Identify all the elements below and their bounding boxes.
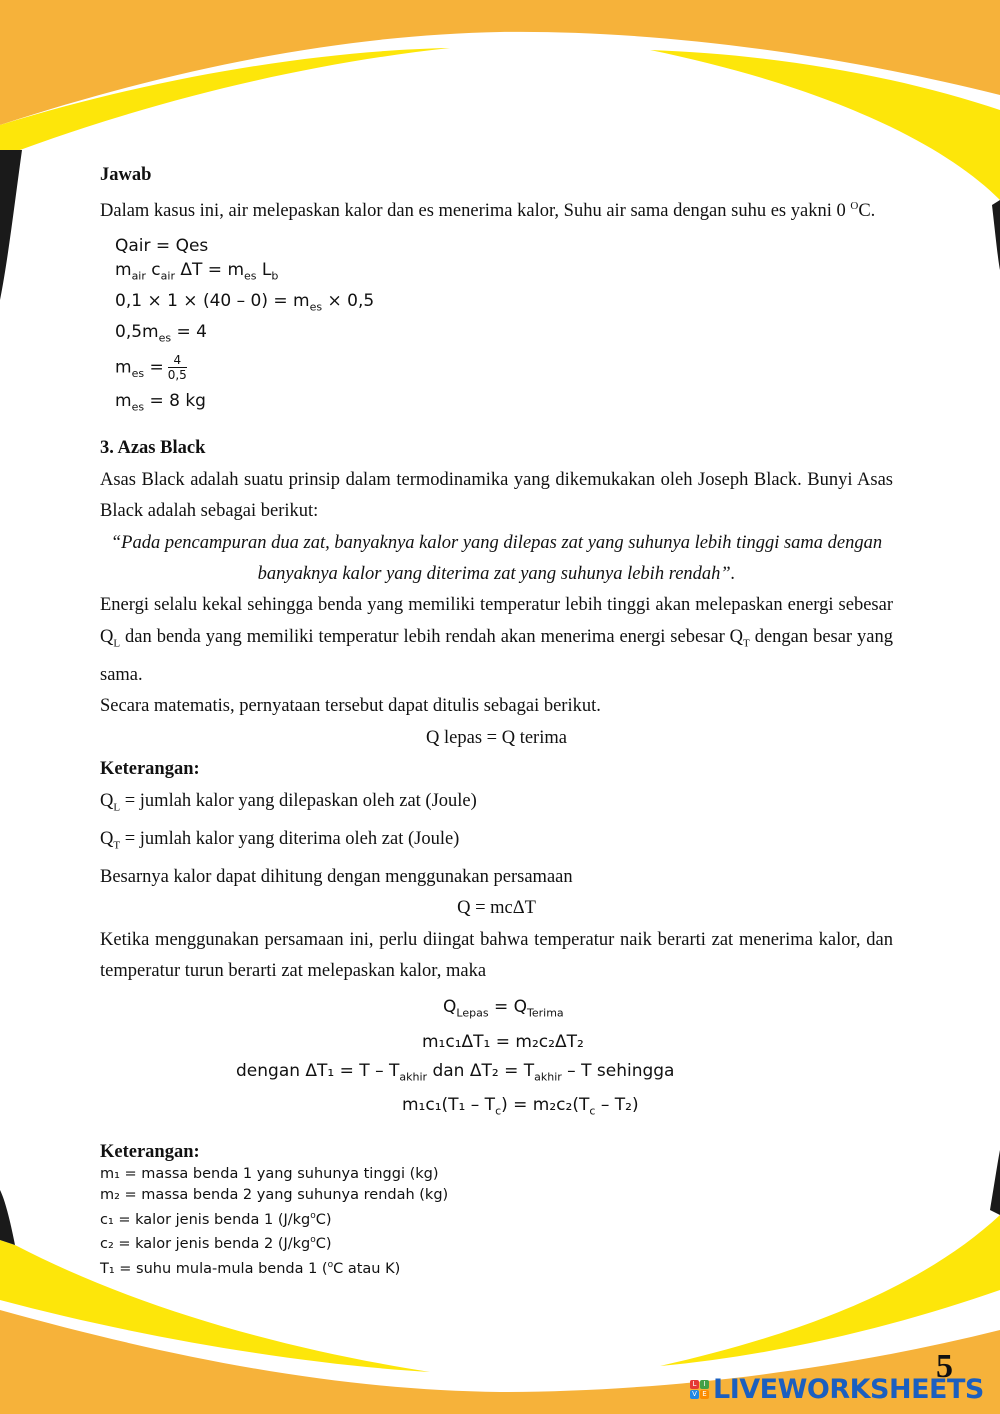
calc-line-4: $0,5m_{es} = 4$	[115, 322, 207, 345]
ql-definition: $Q_L$ = jumlah kalor yang dilepaskan oleh zat (Joule)	[100, 790, 477, 814]
heat-intro: Besarnya kalor dapat dihitung dengan menggunakan persamaan	[100, 866, 573, 887]
keterangan-heading-1: Keterangan:	[100, 759, 200, 780]
energy-paragraph: Energi selalu kekal sehingga benda yang memiliki temperatur lebih tinggi akan melepaskan energi sebesar $Q_L$ dan benda yang memiliki temperatur lebih rendah akan menerima energi sebesar $Q_T$ dengan besar yang sama.	[100, 595, 893, 685]
calc-line-5: $m_{es}$ = $\frac{4}{0,5}$	[115, 353, 187, 383]
section-heading: 3. Azas Black	[100, 438, 206, 459]
legend-t1: T₁ = suhu mula-mula benda 1 ($^o$C atau K)	[100, 1260, 401, 1278]
page-content	[100, 160, 893, 1280]
formula-block	[100, 993, 893, 1125]
equation-q-mc-dt: Q = mcΔT	[457, 898, 536, 919]
legend-c2: c₂ = kalor jenis benda 2 $(J/kg^oC)$	[100, 1235, 332, 1253]
formula-m1c1: m₁c₁ΔT₁ = m₂c₂ΔT₂	[422, 1031, 584, 1052]
answer-text: Dalam kasus ini, air melepaskan kalor dan es menerima kalor, Suhu air sama dengan suhu es yakni 0 $^O$C.	[100, 200, 876, 222]
legend-m1: m₁ = massa benda 1 yang suhunya tinggi (kg)	[100, 1165, 439, 1182]
formula-final: $m_1c_1(T_1 - T_c) = m_2c_2(T_c - T_2)$	[402, 1095, 639, 1118]
logo-text: LIVEWORKSHEETS	[713, 1374, 984, 1405]
legend-m2: m₂ = massa benda 2 yang suhunya rendah (kg)	[100, 1186, 449, 1203]
calc-line-1: Qair = Qes	[115, 235, 209, 256]
legend-c1: c₁ = kalor jenis benda 1 $(J/kg^oC)$	[100, 1210, 332, 1228]
math-intro: Secara matematis, pernyataan tersebut dapat ditulis sebagai berikut.	[100, 696, 601, 717]
calc-line-6: $m_{es} = 8$ kg	[115, 390, 206, 413]
logo-icon: L I V E	[690, 1380, 709, 1399]
qt-definition: $Q_T$ = jumlah kalor yang diterima oleh zat (Joule)	[100, 828, 460, 852]
calc-line-2: $m_{air}$ $c_{air}$ $\Delta T = m_{es}$ $L_b$	[115, 260, 279, 283]
page-number: 5	[936, 1348, 953, 1385]
calc-line-3: $0,1 \times 1 \times (40 - 0) = m_{es} \times 0,5$	[115, 291, 375, 314]
section-intro: Asas Black adalah suatu prinsip dalam termodinamika yang dikemukakan oleh Joseph Black. Bunyi Asas Black adalah sebagai berikut:	[100, 469, 893, 522]
formula-delta-t: dengan $\Delta T_1 = T - T_{akhir}$ dan $\Delta T_2 = T_{akhir} - T$ sehingga	[236, 1060, 675, 1084]
legend-list	[100, 1164, 893, 1280]
equation-q-lepas: Q lepas = Q terima	[426, 727, 567, 748]
answer-heading: Jawab	[100, 165, 152, 185]
usage-paragraph: Ketika menggunakan persamaan ini, perlu diingat bahwa temperatur naik berarti zat menerima kalor, dan temperatur turun berarti zat melepaskan kalor, maka	[100, 929, 893, 981]
liveworksheets-logo[interactable]	[690, 1374, 984, 1405]
fraction: $\frac{4}{0,5}$	[167, 353, 187, 383]
calculation-block	[115, 234, 893, 419]
keterangan-heading-2: Keterangan:	[100, 1141, 200, 1162]
formula-q-lepas-terima: $Q_{Lepas} = Q_{Terima}$	[443, 997, 564, 1020]
asas-black-quote: “Pada pencampuran dua zat, banyaknya kalor yang dilepas zat yang suhunya lebih tinggi sama dengan banyaknya kalor yang diterima zat yang suhunya lebih rendah”.	[110, 532, 883, 585]
